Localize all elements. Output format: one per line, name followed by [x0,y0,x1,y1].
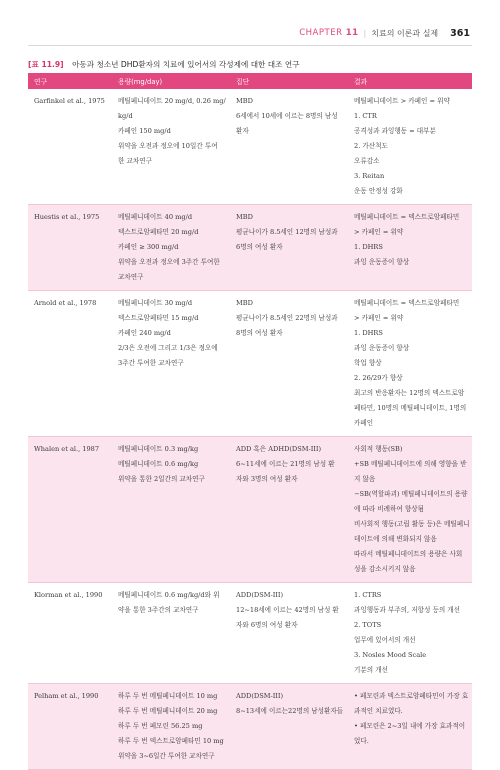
cell-line: Huestis et al., 1975 [34,213,100,221]
cell-result [348,684,472,770]
cell-result [348,437,472,583]
cell-line: 환자 [236,127,249,135]
cell-line: 자와 6명의 여성 환자 [236,621,298,629]
cell-group [230,583,348,684]
cell-line: Garfinkel et al., 1975 [34,97,105,105]
cell-line: 덱스트로암페타민 20 mg/d [118,228,199,236]
header-result: 결과 [348,73,472,89]
cell-line: 6세에서 10세에 이르는 8명의 남성 [236,112,338,120]
cell-line: 데이트에 의해 변화되지 않음 [354,535,437,543]
cell-study [28,89,112,205]
cell-group [230,205,348,291]
cell-line: 운동 안정성 강화 [354,187,403,195]
table-title: 아동과 청소년 DHD환자의 치료에 있어서의 각성제에 대한 대조 연구 [72,60,300,69]
cell-result [348,291,472,437]
cell-line: 2. 26/29가 향상 [354,374,403,382]
cell-dose [112,89,230,205]
cell-line: 8~13세에 이르는22명의 남성환자들 [236,707,344,715]
cell-line: > 카페인 = 위약 [354,228,404,236]
cell-line: 카페인 150 mg/d [118,127,171,135]
cell-line: 12~18세에 이르는 42명의 남성 환 [236,606,339,614]
cell-line: 평균나이가 8.5세인 12명의 남성과 [236,228,338,236]
cell-line: Arnold et al., 1978 [34,299,97,307]
table-row [28,583,472,684]
cell-line: 지 않음 [354,475,376,483]
cell-line: 학업 향상 [354,359,382,367]
table-caption [28,59,300,70]
cell-line: 1. DHRS [354,329,383,337]
cell-line: 과잉 운동증이 향상 [354,344,410,352]
cell-line: 위약을 통한 2일간의 교차연구 [118,475,205,483]
cell-line: 최고의 반응환자는 12명의 덱스트로암 [354,389,465,397]
table-row [28,205,472,291]
header-rule [28,45,472,46]
cell-result [348,205,472,291]
cell-result [348,89,472,205]
cell-line: 메틸페니데이트 20 mg/d, 0.26 mg/ [118,97,226,105]
cell-line: 메틸페니데이트 0.6 mg/kg/d와 위 [118,591,220,599]
cell-line: 카페인 ≥ 300 mg/d [118,243,179,251]
cell-line: MBD [236,213,253,221]
cell-study [28,583,112,684]
cell-line: 사회적 행동(SB) [354,445,403,453]
page-number: 361 [450,27,470,39]
table-row [28,437,472,583]
cell-line: 위약을 3~6일간 투여한 교차연구 [118,752,215,760]
header-study: 연구 [28,73,112,89]
cell-line: 약을 통한 3주간의 교차연구 [118,606,199,614]
cell-line: 메틸페니데이트 0.6 mg/kg [118,460,199,468]
cell-line: 카페인 [354,419,374,427]
cell-line: 페타민, 10명의 메틸페니데이트, 1명의 [354,404,467,412]
cell-line: 메틸페니데이트 = 덱스트로암페타민 [354,213,460,221]
cell-line: 하루 두 번 페모린 56.25 mg [118,722,203,730]
cell-group [230,89,348,205]
cell-line: 에 따라 비례하여 향상됨 [354,505,424,513]
cell-line: 카페인 240 mg/d [118,329,171,337]
cell-line: kg/d [118,112,133,120]
cell-line: 평균나이가 8.5세인 22명의 남성과 [236,314,338,322]
cell-line: Pelham et al., 1990 [34,692,99,700]
cell-line: 3주간 투여한 교차연구 [118,359,184,367]
cell-study [28,205,112,291]
cell-study [28,291,112,437]
cell-line: 6~11세에 이르는 21명의 남성 환 [236,460,335,468]
cell-line: Whalen et al., 1987 [34,445,100,453]
cell-line: • 페모린은 2~3일 내에 가장 효과적이 [354,722,466,730]
cell-line: 위약을 오전과 정오에 3주간 투여한 [118,258,220,266]
running-header [299,26,470,40]
cell-line: ADD(DSM-III) [236,591,284,599]
cell-line: 메틸페니데이트 = 덱스트로암페타민 [354,299,460,307]
cell-line: 위약을 오전과 정오에 10일간 투여 [118,142,218,150]
cell-line: 과잉행동과 부주의, 저항성 등의 개선 [354,606,461,614]
header-dose: 용량(mg/day) [112,73,230,89]
cell-line: 2. TOTS [354,621,382,629]
cell-line: 공격성과 과잉행동 = 대부분 [354,127,436,135]
cell-line: 자와 3명의 여성 환자 [236,475,298,483]
study-table [28,73,472,770]
cell-line: 하루 두 번 메틸페니데이트 10 mg [118,692,218,700]
cell-line: 1. CTR [354,112,377,120]
cell-line: 1. CTRS [354,591,382,599]
table-row [28,291,472,437]
cell-line: MBD [236,299,253,307]
cell-line: 1. DHRS [354,243,383,251]
cell-line: 2. 가산척도 [354,142,388,150]
cell-line: 메틸페니데이트 40 mg/d [118,213,193,221]
cell-dose [112,205,230,291]
cell-line: Klorman et al., 1990 [34,591,103,599]
cell-group [230,291,348,437]
cell-line: −SB(역할파괴) 메틸페니데이트의 용량 [354,490,468,498]
cell-line: 6명의 여성 환자 [236,243,283,251]
cell-line: 하루 두 번 메틸페니데이트 20 mg [118,707,218,715]
cell-line: 었다. [354,737,369,745]
cell-dose [112,583,230,684]
cell-line: MBD [236,97,253,105]
cell-line: 업무에 있어서의 개선 [354,636,416,644]
cell-line: 메틸페니데이트 0.3 mg/kg [118,445,199,453]
cell-result [348,583,472,684]
cell-group [230,684,348,770]
cell-study [28,437,112,583]
cell-line: • 페모린과 덱스트로암페타민이 가장 효 [354,692,469,700]
cell-line: 성을 감소시키지 않음 [354,565,416,573]
cell-line: 한 교차연구 [118,157,152,165]
cell-line: 기분의 개선 [354,666,388,674]
cell-dose [112,291,230,437]
cell-line: 3. Nosles Mood Scale [354,651,427,659]
table-row [28,684,472,770]
cell-line: 오류감소 [354,157,380,165]
table-number: [표 11.9] [28,60,64,69]
table-row [28,89,472,205]
cell-line: 메틸페니데이트 30 mg/d [118,299,193,307]
chapter-title: 치료의 이론과 실제 [371,28,439,38]
cell-dose [112,437,230,583]
cell-line: 2/3은 오전에 그리고 1/3은 정오에 [118,344,218,352]
cell-study [28,684,112,770]
cell-line: 8명의 여성 환자 [236,329,283,337]
cell-line: 하루 두 번 덱스트로암페타민 10 mg [118,737,224,745]
cell-line: 교차연구 [118,273,144,281]
header-separator: | [363,28,367,38]
cell-line: 따라서 메틸페니데이트의 용량은 사회 [354,550,463,558]
cell-line: 과적인 치료였다. [354,707,403,715]
cell-line: 3. Reitan [354,172,385,180]
chapter-label: CHAPTER 11 [299,28,359,38]
cell-line: 덱스트로암페타민 15 mg/d [118,314,199,322]
cell-line: +SB 메틸페니데이트에 의해 영향을 받 [354,460,467,468]
cell-line: > 카페인 = 위약 [354,314,404,322]
cell-line: 메틸페니데이트 > 카페인 = 위약 [354,97,450,105]
cell-group [230,437,348,583]
cell-dose [112,684,230,770]
cell-line: ADD(DSM-III) [236,692,284,700]
cell-line: 과잉 운동증이 향상 [354,258,410,266]
cell-line: ADD 혹은 ADHD(DSM-III) [236,445,322,453]
cell-line: 비사회적 행동(고립 활동 등)은 메틸페니 [354,520,470,528]
header-group: 집단 [230,73,348,89]
table-header-row [28,73,472,89]
